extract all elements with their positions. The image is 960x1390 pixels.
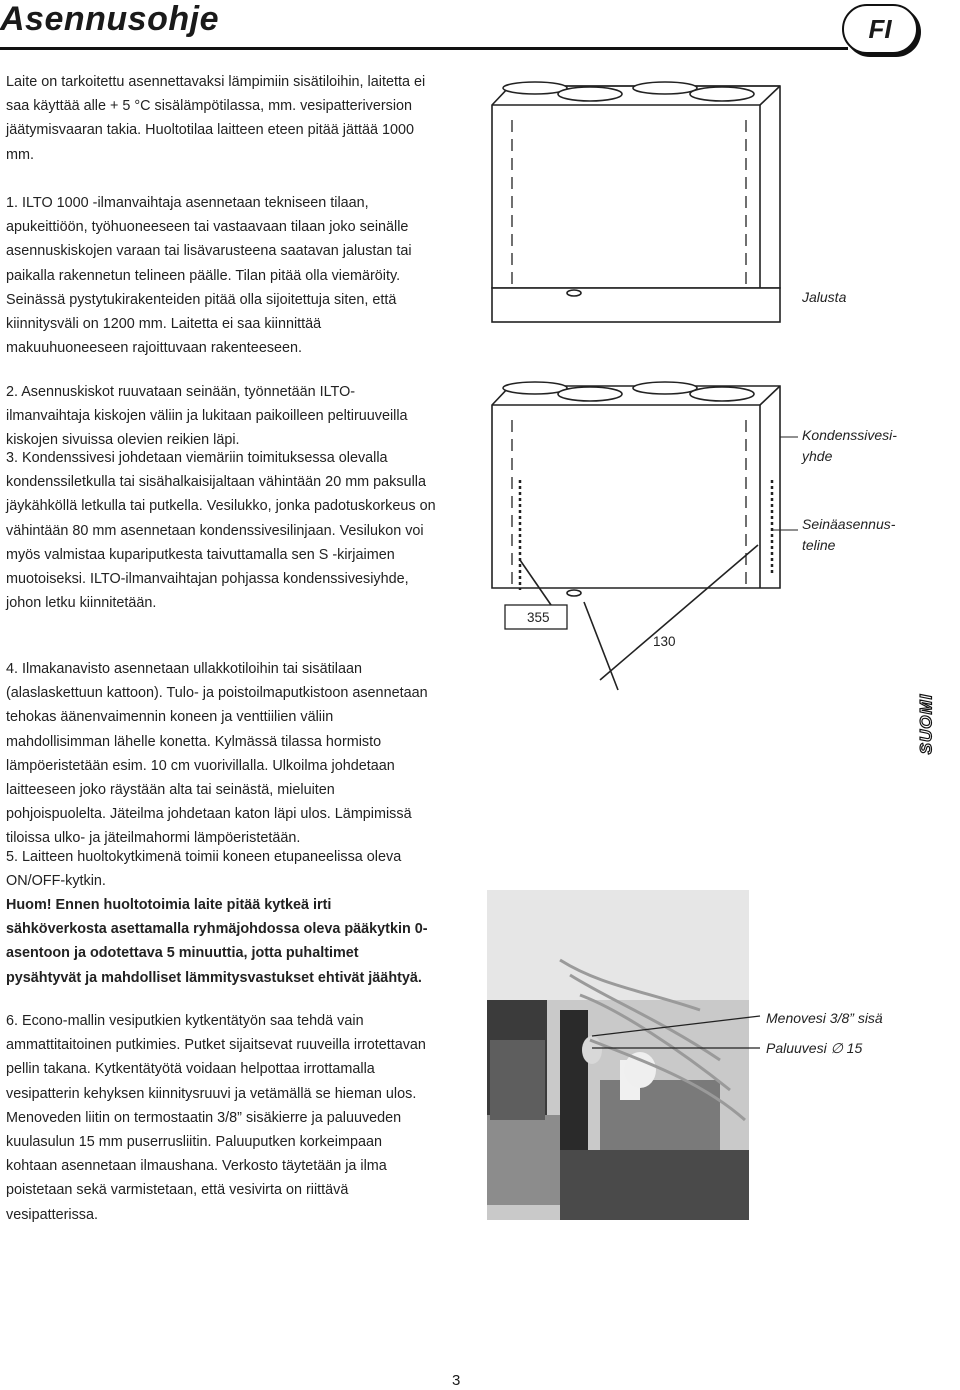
step-3-paragraph: 3. Kondenssivesi johdetaan viemäriin toimituksessa olevalla kondenssiletkulla tai sisähalkaisijaltaan vähintään 20 mm paksulla jäykähköllä letkulla tai putkella. Vesilukko, jonka padotuskorkeus on vähintään 80 mm asennetaan kondenssivesilinjaan. Vesilukon voi myös valmistaa kupariputkesta taivuttamalla sen S -kirjaimen muotoiseksi. ILTO-ilmanvaihtajan pohjassa kondenssivesiyhde, johon letku kiinnitetään. bbox=[6, 450, 436, 612]
step-4-paragraph: 4. Ilmakanavisto asennetaan ullakkotiloihin tai sisätilaan (alaslaskettuun kattoon). Tulo- ja poistoilmaputkistoon asennetaan tehokas äänenvaimennin koneen ja venttiilien väliin mahdollisimman lähelle konetta. Kylmässä tilassa hormisto lämpöeristetään esim. 10 cm vuorivillalla. Ulkoilma johdetaan laitteeseen joko räystään alta tai seinästä, mieluiten pohjoispuolelta. Jäteilma johdetaan katon läpi ulos. Lämpimissä tiloissa ulko- ja jäteilmahormi lämpöeristetään. bbox=[6, 661, 428, 847]
return-water-label: Paluuvesi ∅ 15 bbox=[766, 1040, 863, 1056]
step-5-paragraph: 5. Laitteen huoltokytkimenä toimii koneen etupaneelissa oleva ON/OFF-kytkin. bbox=[6, 849, 402, 890]
condensate-connection-label: Kondenssivesi- yhde bbox=[802, 427, 897, 464]
intro-paragraph: Laite on tarkoitettu asennettavaksi lämpimiin sisätiloihin, laitetta ei saa käyttää alle + 5 °C sisälämpötilassa, mm. vesipatteriversion jäätymisvaaran takia. Huoltotilaa laitteen eteen pitää jättää 1000 mm. bbox=[6, 74, 426, 163]
step-1-paragraph: 1. ILTO 1000 -ilmanvaihtaja asennetaan tekniseen tilaan, apukeittiöön, työhuoneeseen tai vastaavaan tilaan joko seinälle asennuskiskojen varaan tai lisävarusteena saatavan jalustan tai paikalla rakennetun telineen päälle. Tilan pitää olla viemäröity. Seinässä pystytukirakenteiden pitää olla sijoitettuja siten, että kiinnitysväli on 1200 mm. Laitetta ei saa kiinnittää makuuhuoneeseen rajoittuvaan rakenteeseen. bbox=[6, 195, 412, 357]
wall-mount-diagram bbox=[492, 382, 798, 690]
unit-on-stand-diagram bbox=[492, 82, 780, 322]
step-2-paragraph: 2. Asennuskiskot ruuvataan seinään, työnnetään ILTO-ilmanvaihtaja kiskojen väliin ja lukitaan paikoilleen peltiruuveilla kiskojen sivuissa olevien reikien läpi. bbox=[6, 384, 408, 449]
page-number: 3 bbox=[452, 1372, 461, 1389]
language-badge: FI bbox=[842, 4, 918, 54]
dimension-130: 130 bbox=[653, 634, 676, 649]
step-6-paragraph: 6. Econo-mallin vesiputkien kytkentätyön saa tehdä vain ammattitaitoinen putkimies. Putket sijaitsevat ruuveilla irrotettavan pellin takana. Kytkentätyötä voidaan helpottaa irrottamalla vesipatterin kehyksen kiinnitysruuvi ja vetämällä se hieman ulos. Menoveden liitin on termostaatin 3/8” sisäkierre ja paluuveden kuulasulun 15 mm puserrusliitin. Paluuputken korkeimpaan kohtaan asennetaan ilmaushana. Verkosto täytetään ja ilma poistetaan sekä varmistetaan, että vesivirta on riittävä vesipatterissa. bbox=[6, 1013, 426, 1223]
page-title: Asennusohje bbox=[0, 0, 219, 38]
supply-water-label: Menovesi 3/8” sisä bbox=[766, 1010, 883, 1026]
side-tab-label: SUOMI bbox=[916, 693, 936, 755]
stand-label: Jalusta bbox=[802, 289, 847, 305]
warning-paragraph: Huom! Ennen huoltotoimia laite pitää kytkeä irti sähköverkosta asettamalla ryhmäjohdossa oleva pääkytkin 0-asentoon ja odotettava 5 minuuttia, jotta puhaltimet pysähtyvät ja mahdolliset lämmitysvastukset ehtivät jäähtyä. bbox=[6, 897, 428, 986]
dimension-355: 355 bbox=[527, 610, 550, 625]
wall-rail-label: Seinäasennus- teline bbox=[802, 516, 896, 553]
